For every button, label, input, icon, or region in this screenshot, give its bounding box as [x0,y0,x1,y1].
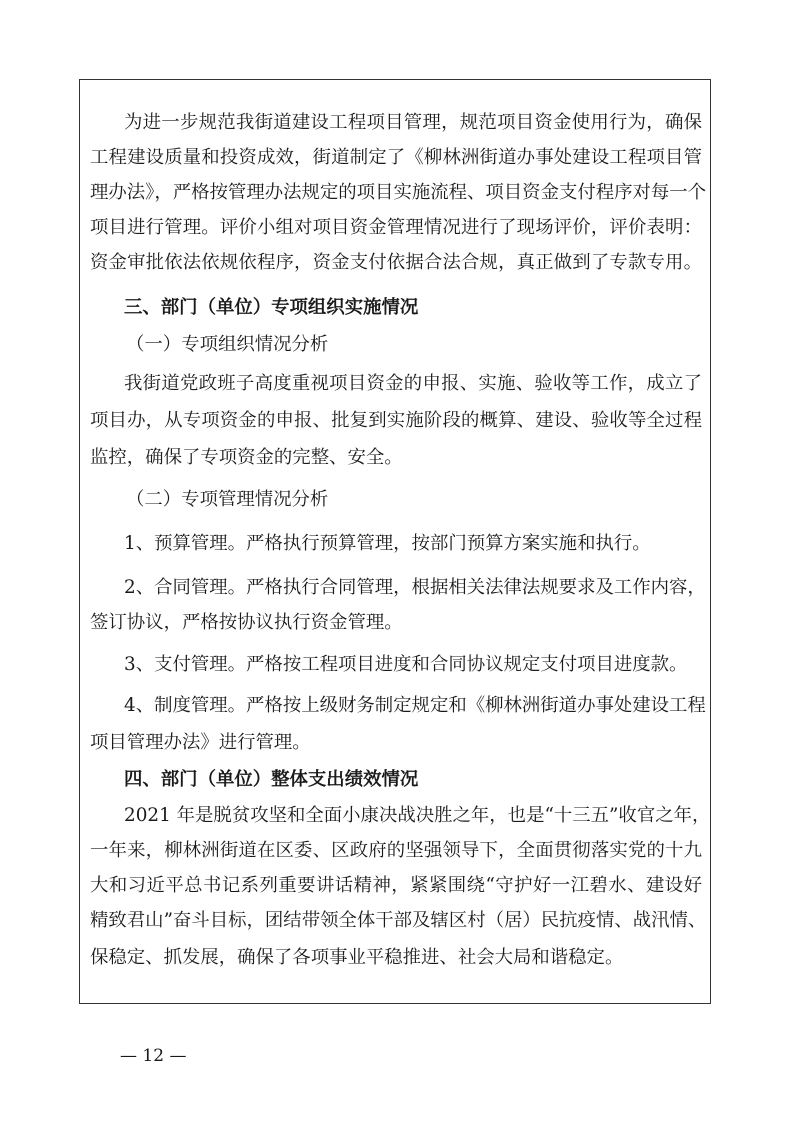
body-line: 大和习近平总书记系列重要讲话精神，紧紧围绕“守护好一江碧水、建设好 [90,875,702,896]
body-line: 资金审批依法依规依程序，资金支付依据合法合规，真正做到了专款专用。 [90,252,702,273]
subsection-heading: （二）专项管理情况分析 [126,489,329,510]
body-line: 签订协议，严格按协议执行资金管理。 [90,612,403,633]
body-line: 项目办，从专项资金的申报、批复到实施阶段的概算、建设、验收等全过程 [90,410,702,431]
list-item: 3、支付管理。严格按工程项目进度和合同协议规定支付项目进度款。 [124,654,688,675]
body-line: 工程建设质量和投资成效，街道制定了《柳林洲街道办事处建设工程项目管 [90,147,702,168]
list-item: 1、预算管理。严格执行预算管理，按部门预算方案实施和执行。 [124,533,651,554]
body-line: 项目管理办法》进行管理。 [90,732,311,753]
body-line: 一年来，柳林洲街道在区委、区政府的坚强领导下，全面贯彻落实党的十九 [90,840,702,861]
section-heading: 四、部门（单位）整体支出绩效情况 [124,769,419,790]
body-line: 监控，确保了专项资金的完整、安全。 [90,447,403,468]
subsection-heading: （一）专项组织情况分析 [126,334,329,355]
body-line: 项目进行管理。评价小组对项目资金管理情况进行了现场评价，评价表明： [90,217,702,238]
body-line: 为进一步规范我街道建设工程项目管理，规范项目资金使用行为，确保 [124,112,702,133]
list-item: 2、合同管理。严格执行合同管理，根据相关法律法规要求及工作内容， [124,577,706,598]
body-line: 精致君山”奋斗目标，团结带领全体干部及辖区村（居）民抗疫情、战汛情、 [90,910,707,931]
list-item: 4、制度管理。严格按上级财务制定规定和《柳林洲街道办事处建设工程 [124,695,706,716]
document-frame [79,79,711,1004]
body-line: 理办法》，严格按管理办法规定的项目实施流程、项目资金支付程序对每一个 [90,182,707,203]
body-line: 我街道党政班子高度重视项目资金的申报、实施、验收等工作，成立了 [124,373,702,394]
section-heading: 三、部门（单位）专项组织实施情况 [124,297,419,318]
body-line: 保稳定、抓发展，确保了各项事业平稳推进、社会大局和谐稳定。 [90,947,624,968]
body-line: 2021 年是脱贫攻坚和全面小康决战决胜之年，也是“十三五”收官之年， [124,805,711,826]
page-number: — 12 — [120,1046,187,1066]
